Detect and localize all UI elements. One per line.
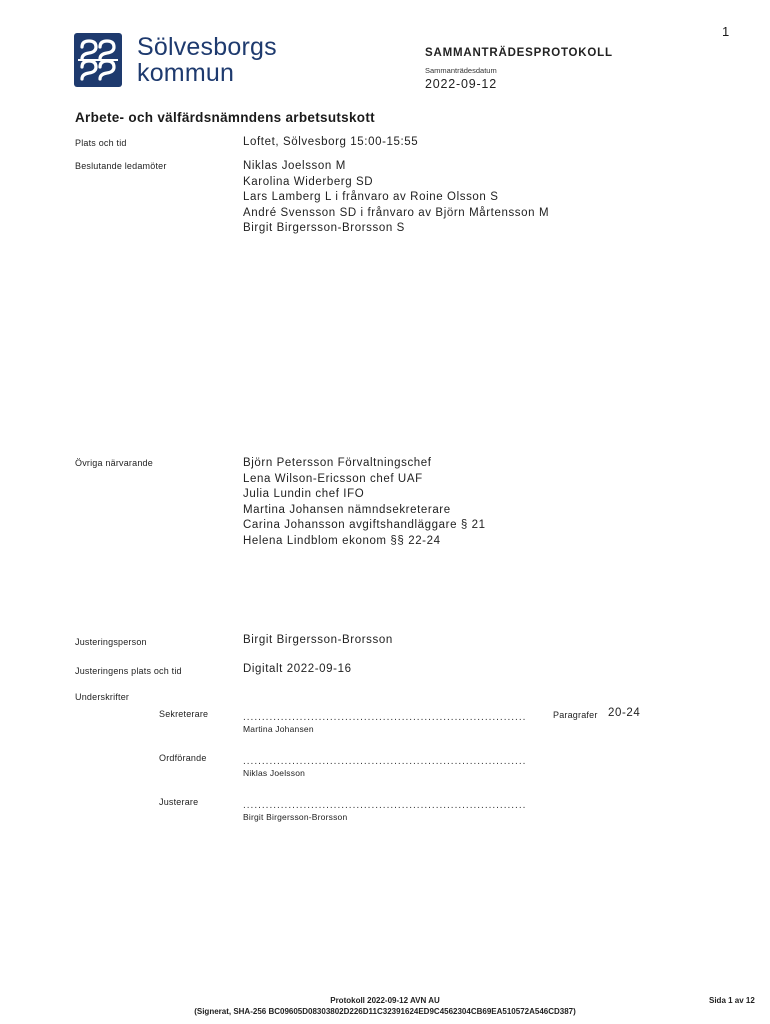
signature-role: Justerare	[159, 797, 199, 807]
meeting-date-label: Sammanträdesdatum	[425, 66, 497, 75]
list-item: Helena Lindblom ekonom §§ 22-24	[243, 534, 441, 547]
others-present-list	[243, 456, 486, 549]
adjuster-value: Birgit Birgersson-Brorsson	[243, 634, 393, 646]
logo-line-1: Sölvesborgs	[137, 33, 277, 61]
signature-line	[243, 707, 526, 725]
signature-name: Birgit Birgersson-Brorsson	[243, 812, 348, 822]
signature-name: Martina Johansen	[243, 724, 314, 734]
paragraphs-value: 20-24	[608, 707, 641, 719]
page-of-indicator: Sida 1 av 12	[709, 996, 755, 1005]
logo-wordmark	[137, 34, 277, 86]
footer-signature-hash: (Signerat, SHA-256 BC09605D08303802D226D11C32391624ED9C4562304CB69EA510572A546CD387)	[194, 1007, 576, 1016]
adjust-place-label: Justeringens plats och tid	[75, 666, 182, 676]
signature-role: Sekreterare	[159, 709, 209, 719]
list-item: Lars Lamberg L i frånvaro av Roine Olsson S	[243, 191, 499, 203]
list-item: Carina Johansson avgiftshandläggare § 21	[243, 519, 486, 531]
list-item: Niklas Joelsson M	[243, 160, 346, 172]
logo-line-2: kommun	[137, 59, 235, 87]
paragraphs-label: Paragrafer	[553, 710, 598, 720]
page-number: 1	[722, 24, 730, 39]
adjust-place-value: Digitalt 2022-09-16	[243, 663, 352, 675]
footer	[0, 995, 770, 1017]
meeting-date: 2022-09-12	[425, 77, 497, 91]
municipality-logo-icon	[74, 33, 122, 87]
decision-members-label: Beslutande ledamöter	[75, 161, 167, 171]
list-item: Martina Johansen nämndsekreterare	[243, 503, 451, 516]
committee-title: Arbete- och välfärdsnämndens arbetsutskott	[75, 110, 375, 125]
adjuster-label: Justeringsperson	[75, 637, 147, 647]
list-item: Lena Wilson-Ericsson chef UAF	[243, 472, 423, 485]
signatures-label: Underskrifter	[75, 692, 130, 702]
signature-dots: ...........................................................................	[243, 800, 527, 811]
place-time-label: Plats och tid	[75, 138, 127, 148]
list-item: André Svensson SD i frånvaro av Björn Mårtensson M	[243, 206, 550, 219]
list-item: Julia Lundin chef IFO	[243, 488, 365, 500]
signature-line	[243, 751, 526, 769]
signature-line	[243, 795, 526, 813]
footer-protocol-line: Protokoll 2022-09-12 AVN AU	[330, 996, 440, 1005]
list-item: Karolina Widerberg SD	[243, 175, 374, 188]
signature-role: Ordförande	[159, 753, 207, 763]
decision-members-list	[243, 159, 549, 237]
list-item: Björn Petersson Förvaltningschef	[243, 457, 432, 469]
place-time-value: Loftet, Sölvesborg 15:00-15:55	[243, 136, 419, 148]
signature-dots: ...........................................................................	[243, 756, 527, 767]
others-present-label: Övriga närvarande	[75, 458, 153, 468]
signature-name: Niklas Joelsson	[243, 768, 306, 778]
signature-dots: ...........................................................................	[243, 712, 527, 723]
list-item: Birgit Birgersson-Brorsson S	[243, 222, 405, 234]
document-type: SAMMANTRÄDESPROTOKOLL	[425, 47, 613, 59]
